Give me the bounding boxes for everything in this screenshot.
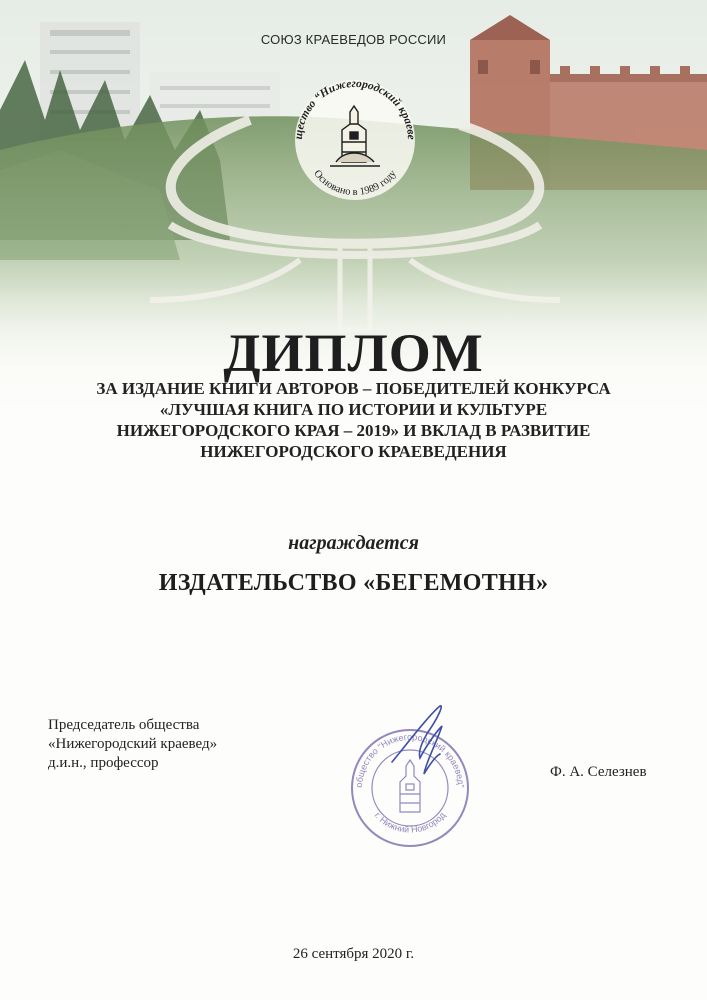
recipient-name: ИЗДАТЕЛЬСТВО «БЕГЕМОТНН» bbox=[158, 570, 549, 596]
svg-text:г. Нижний Новгород bbox=[373, 810, 448, 835]
subtitle-line: «ЛУЧШАЯ КНИГА ПО ИСТОРИИ И КУЛЬТУРЕ bbox=[159, 400, 548, 419]
signatory-line: д.и.н., профессор bbox=[48, 755, 159, 771]
issue-date: 26 сентября 2020 г. bbox=[292, 946, 415, 962]
awarded-label: награждается bbox=[288, 532, 419, 554]
seal-bottom-text: г. Нижний Новгород bbox=[372, 810, 448, 835]
seal-tower-icon bbox=[400, 760, 420, 812]
signatory-title bbox=[48, 716, 308, 773]
seal-top-text: общество “Нижегородский краевед” bbox=[353, 731, 467, 788]
signatory-line: «Нижегородский краевед» bbox=[48, 736, 218, 752]
subtitle-line: НИЖЕГОРОДСКОГО КРАЕВЕДЕНИЯ bbox=[200, 442, 507, 461]
emblem-founded-text: Основано в 1989 году bbox=[311, 168, 399, 198]
subtitle-line: ЗА ИЗДАНИЕ КНИГИ АВТОРОВ – ПОБЕДИТЕЛЕЙ КОНКУРСА bbox=[96, 379, 611, 398]
emblem-arc-text: щество “Нижегородский краеве bbox=[292, 77, 418, 140]
org-header: СОЮЗ КРАЕВЕДОВ РОССИИ bbox=[260, 32, 447, 47]
official-seal bbox=[340, 700, 480, 850]
signatory-line: Председатель общества bbox=[48, 717, 200, 733]
diploma-subtitle bbox=[40, 378, 667, 462]
signatory-name: Ф. А. Селезнев bbox=[550, 764, 647, 780]
subtitle-line: НИЖЕГОРОДСКОГО КРАЯ – 2019» И ВКЛАД В РАЗВИТИЕ bbox=[116, 421, 591, 440]
society-emblem bbox=[280, 62, 430, 212]
diploma-title: ДИПЛОМ bbox=[223, 323, 484, 383]
